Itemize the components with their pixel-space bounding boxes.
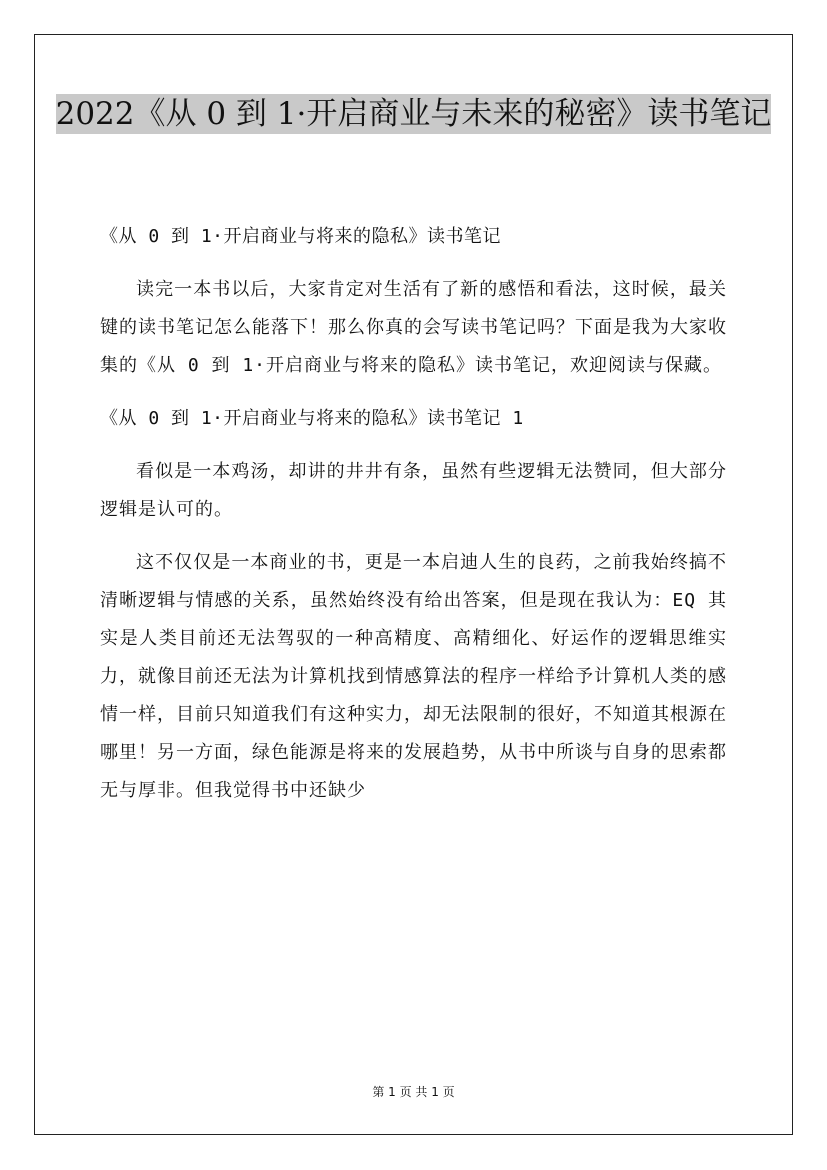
document-body [100,218,727,825]
paragraph: 这不仅仅是一本商业的书，更是一本启迪人生的良药，之前我始终搞不清晰逻辑与情感的关系，虽然始终没有给出答案，但是现在我认为：EQ 其实是人类目前还无法驾驭的一种高精度、高精细化、好运作的逻辑思维实力，就像目前还无法为计算机找到情感算法的程序一样给予计算机人类的感情一样，目前只知道我们有这种实力，却无法限制的很好，不知道其根源在哪里！另一方面，绿色能源是将来的发展趋势，从书中所谈与自身的思索都无与厚非。但我觉得书中还缺少 [100,552,727,801]
paragraph: 看似是一本鸡汤，却讲的井井有条，虽然有些逻辑无法赞同，但大部分逻辑是认可的。 [100,461,727,520]
document-title-text: 2022《从 0 到 1·开启商业与未来的秘密》读书笔记 [55,96,772,132]
paragraph-heading: 《从 0 到 1·开启商业与将来的隐私》读书笔记 1 [100,408,524,429]
paragraph: 读完一本书以后，大家肯定对生活有了新的感悟和看法，这时候，最关键的读书笔记怎么能落下！那么你真的会写读书笔记吗？下面是我为大家收集的《从 0 到 1·开启商业与将来的隐私》读书笔记，欢迎阅读与保藏。 [100,279,727,376]
paragraph-heading: 《从 0 到 1·开启商业与将来的隐私》读书笔记 [100,226,502,247]
page-footer: 第 1 页 共 1 页 [372,1085,455,1099]
document-title [0,90,827,138]
